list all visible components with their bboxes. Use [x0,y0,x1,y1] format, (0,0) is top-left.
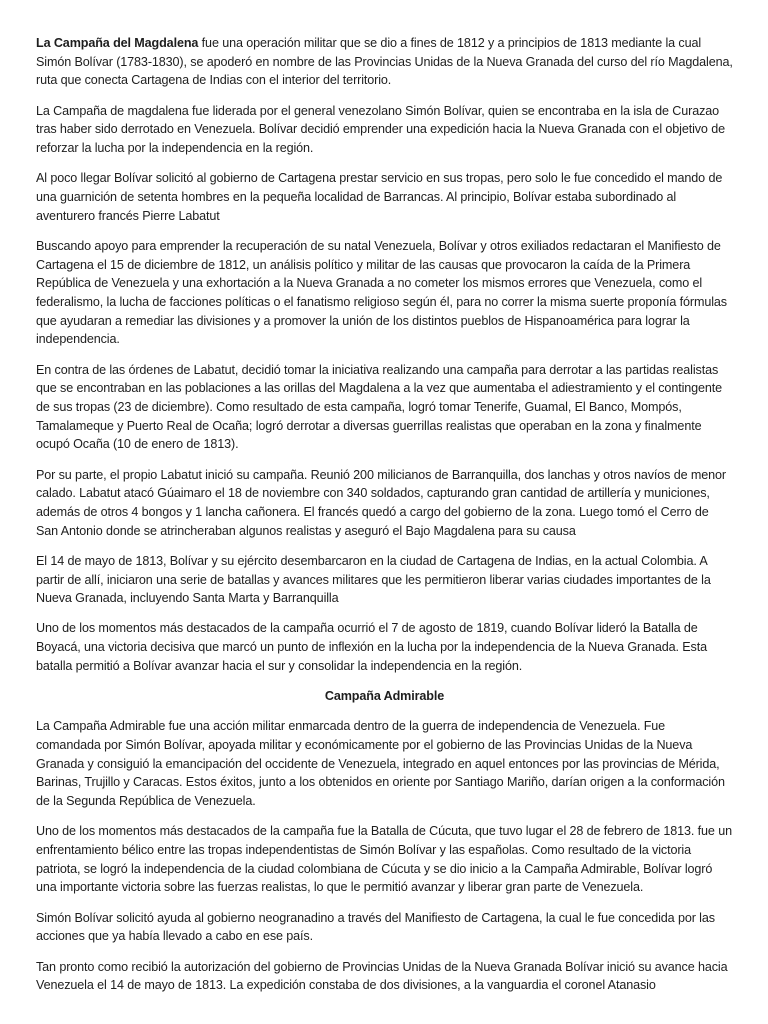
paragraph-5: Por su parte, el propio Labatut inició su campaña. Reunió 200 milicianos de Barranquilla, dos lanchas y otros navíos de menor calado. Labatut atacó Gúaimaro el 18 de noviembre con 340 soldados, capturando gran cantidad de artillería y municiones, además de otros 4 bongos y 1 lancha cañonera. El francés quedó a cargo del gobierno de la zona. Luego tomó el Cerro de San Antonio donde se atrincheraban algunos realistas y aseguró el Bajo Magdalena para su causa [36,467,726,538]
paragraph-4: En contra de las órdenes de Labatut, decidió tomar la iniciativa realizando una campaña para derrotar a las partidas realistas que se encontraban en las poblaciones a las orillas del Magdalena a la vez que aumentaba el adiestramiento y el contingente de sus tropas (23 de diciembre). Como resultado de esta campaña, logró tomar Tenerife, Guamal, El Banco, Mompós, Tamalameque y Puerto Real de Ocaña; logró derrotar a diversas guerrillas realistas que operaban en la zona y finalmente ocupó Ocaña (10 de enero de 1813). [36,362,723,452]
intro-bold-lead: La Campaña del Magdalena [36,36,199,50]
paragraph-10: Simón Bolívar solicitó ayuda al gobierno neogranadino a través del Manifiesto de Cartagena, la cual le fue concedida por las acciones que ya había llevado a cabo en ese país. [36,910,715,944]
section-heading: Campaña Admirable [324,689,445,704]
paragraph-7: Uno de los momentos más destacados de la campaña ocurrió el 7 de agosto de 1819, cuando Bolívar lideró la Batalla de Boyacá, una victoria decisiva que marcó un punto de inflexión en la lucha por la independencia de la Nueva Granada. Esta batalla permitió a Bolívar avanzar hacia el sur y consolidar la independencia en la región. [36,621,708,673]
intro-text: fue una operación militar que se dio a fines de 1812 y a principios de 1813 mediante la cual Simón Bolívar (1783-1830), se apoderó en nombre de las Provincias Unidas de la Nueva Granada del curso del río Magdalena, ruta que conecta Cartagena de Indias con el interior del territorio. [36,36,733,88]
paragraph-6: El 14 de mayo de 1813, Bolívar y su ejército desembarcaron en la ciudad de Cartagena de Indias, en la actual Colombia. A partir de allí, iniciaron una serie de batallas y avances militares que les permitieron liberar varias ciudades importantes de la Nueva Granada, incluyendo Santa Marta y Barranquilla [36,553,711,606]
paragraph-8: La Campaña Admirable fue una acción militar enmarcada dentro de la guerra de independencia de Venezuela. Fue comandada por Simón Bolívar, apoyada militar y económicamente por el gobierno de las Provincias Unidas de la Nueva Granada y consiguió la emancipación del occidente de Venezuela, integrado en aquel entonces por las provincias de Mérida, Barinas, Trujillo y Caracas. Estos éxitos, junto a los obtenidos en oriente por Santiago Mariño, darían origen a la conformación de la Segunda República de Venezuela. [36,719,725,809]
document-page [36,34,733,1006]
intro-paragraph [36,34,733,90]
paragraph-11: Tan pronto como recibió la autorización del gobierno de Provincias Unidas de la Nueva Granada Bolívar inició su avance hacia Venezuela el 14 de mayo de 1813. La expedición constaba de dos divisiones, a la vanguardia el coronel Atanasio [36,959,728,993]
paragraph-2: Al poco llegar Bolívar solicitó al gobierno de Cartagena prestar servicio en sus tropas, pero solo le fue concedido el mando de una guarnición de setenta hombres en la pequeña localidad de Barrancas. Al principio, Bolívar estaba subordinado al aventurero francés Pierre Labatut [36,171,723,223]
paragraph-3: Buscando apoyo para emprender la recuperación de su natal Venezuela, Bolívar y otros exiliados redactaran el Manifiesto de Cartagena el 15 de diciembre de 1812, un análisis político y militar de las causas que provocaron la caída de la Primera República de Venezuela y una exhortación a la Nueva Granada a no cometer los mismos errores que Venezuela, como el federalismo, la lucha de facciones políticas o el fanatismo religioso según él, para no correr la misma suerte proponía fórmulas que ayudaran a remediar las divisiones y a promover la unión de los distintos pueblos de Hispanoamérica para lograr la independencia. [36,238,727,347]
paragraph-9: Uno de los momentos más destacados de la campaña fue la Batalla de Cúcuta, que tuvo lugar el 28 de febrero de 1813. fue un enfrentamiento bélico entre las tropas independentistas de Simón Bolívar y las españolas. Como resultado de la victoria patriota, se logró la independencia de la ciudad colombiana de Cúcuta y se dio inicio a la Campaña Admirable, Bolívar logró una importante victoria sobre las fuerzas realistas, lo que le permitió avanzar y liberar gran parte de Venezuela. [36,824,732,895]
paragraph-1: La Campaña de magdalena fue liderada por el general venezolano Simón Bolívar, quien se encontraba en la isla de Curazao tras haber sido derrotado en Venezuela. Bolívar decidió emprender una expedición hacia la Nueva Granada con el objetivo de reforzar la lucha por la independencia en la región. [36,103,725,156]
